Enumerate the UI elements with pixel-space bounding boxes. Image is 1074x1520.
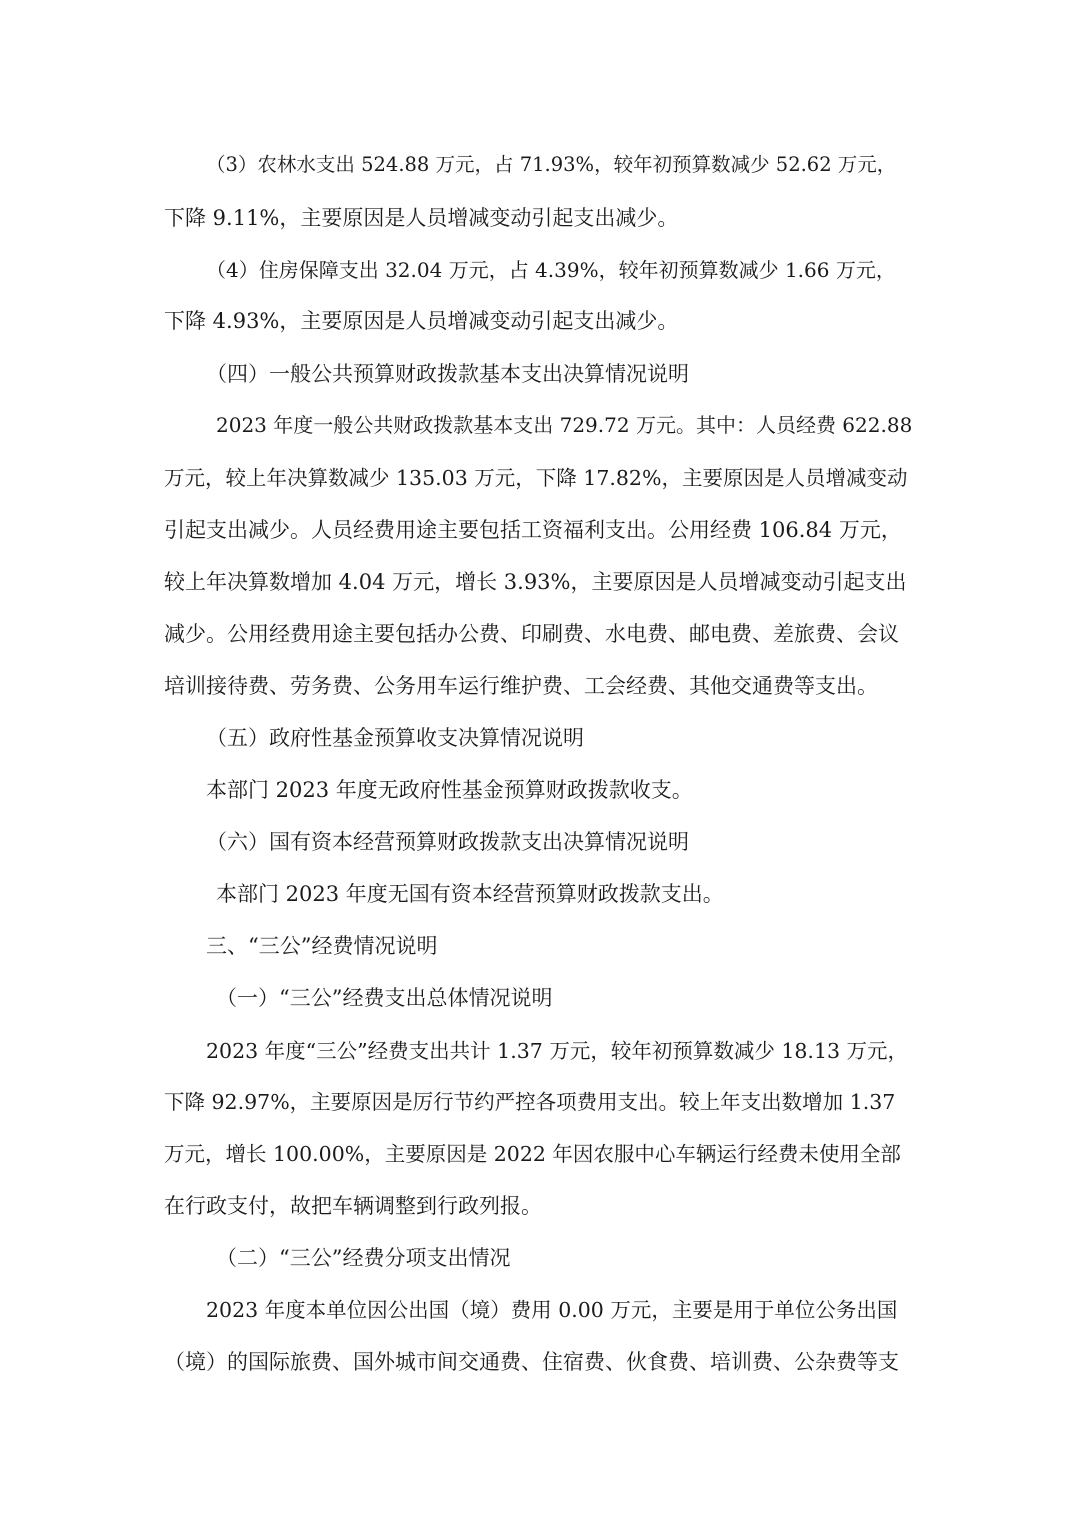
section-heading: （一）“三公”经费支出总体情况说明 xyxy=(216,986,553,1010)
paragraph-line: 万元，增长 100.00%，主要原因是 2022 年因农服中心车辆运行经费未使用全部 xyxy=(164,1142,901,1166)
paragraph-line: 2023 年度“三公”经费支出共计 1.37 万元，较年初预算数减少 18.13 万元， xyxy=(206,1039,909,1063)
paragraph-line: 本部门 2023 年度无国有资本经营预算财政拨款支出。 xyxy=(216,882,724,906)
paragraph-line: 2023 年度一般公共财政拨款基本支出 729.72 万元。其中：人员经费 622.88 xyxy=(216,413,913,437)
section-heading: （四）一般公共预算财政拨款基本支出决算情况说明 xyxy=(206,362,689,386)
paragraph-line: 培训接待费、劳务费、公务用车运行维护费、工会经费、其他交通费等支出。 xyxy=(164,674,878,698)
paragraph-line: 万元，较上年决算数减少 135.03 万元，下降 17.82%，主要原因是人员增减变动 xyxy=(164,466,908,490)
paragraph-line: 下降 4.93%，主要原因是人员增减变动引起支出减少。 xyxy=(164,309,679,333)
paragraph-line: 下降 92.97%，主要原因是厉行节约严控各项费用支出。较上年支出数增加 1.37 xyxy=(164,1090,896,1114)
paragraph-line: 较上年决算数增加 4.04 万元，增长 3.93%，主要原因是人员增减变动引起支出 xyxy=(164,570,907,594)
paragraph-line: （4）住房保障支出 32.04 万元，占 4.39%，较年初预算数减少 1.66 万元， xyxy=(206,258,896,282)
section-heading: （二）“三公”经费分项支出情况 xyxy=(216,1246,511,1270)
paragraph-line: 本部门 2023 年度无政府性基金预算财政拨款收支。 xyxy=(206,778,693,802)
section-heading: （五）政府性基金预算收支决算情况说明 xyxy=(206,726,584,750)
paragraph-line: （3）农林水支出 524.88 万元，占 71.93%，较年初预算数减少 52.62 万元， xyxy=(206,153,897,176)
paragraph-line: （境）的国际旅费、国外城市间交通费、住宿费、伙食费、培训费、公杂费等支 xyxy=(164,1350,899,1374)
paragraph-line: 2023 年度本单位因公出国（境）费用 0.00 万元，主要是用于单位公务出国 xyxy=(206,1298,898,1322)
paragraph-line: 引起支出减少。人员经费用途主要包括工资福利支出。公用经费 106.84 万元， xyxy=(164,518,902,542)
paragraph-line: 减少。公用经费用途主要包括办公费、印刷费、水电费、邮电费、差旅费、会议 xyxy=(164,622,899,646)
paragraph-line: 下降 9.11%，主要原因是人员增减变动引起支出减少。 xyxy=(164,206,679,230)
section-heading: 三、“三公”经费情况说明 xyxy=(206,934,438,958)
section-heading: （六）国有资本经营预算财政拨款支出决算情况说明 xyxy=(206,830,689,854)
paragraph-line: 在行政支付，故把车辆调整到行政列报。 xyxy=(164,1194,542,1218)
